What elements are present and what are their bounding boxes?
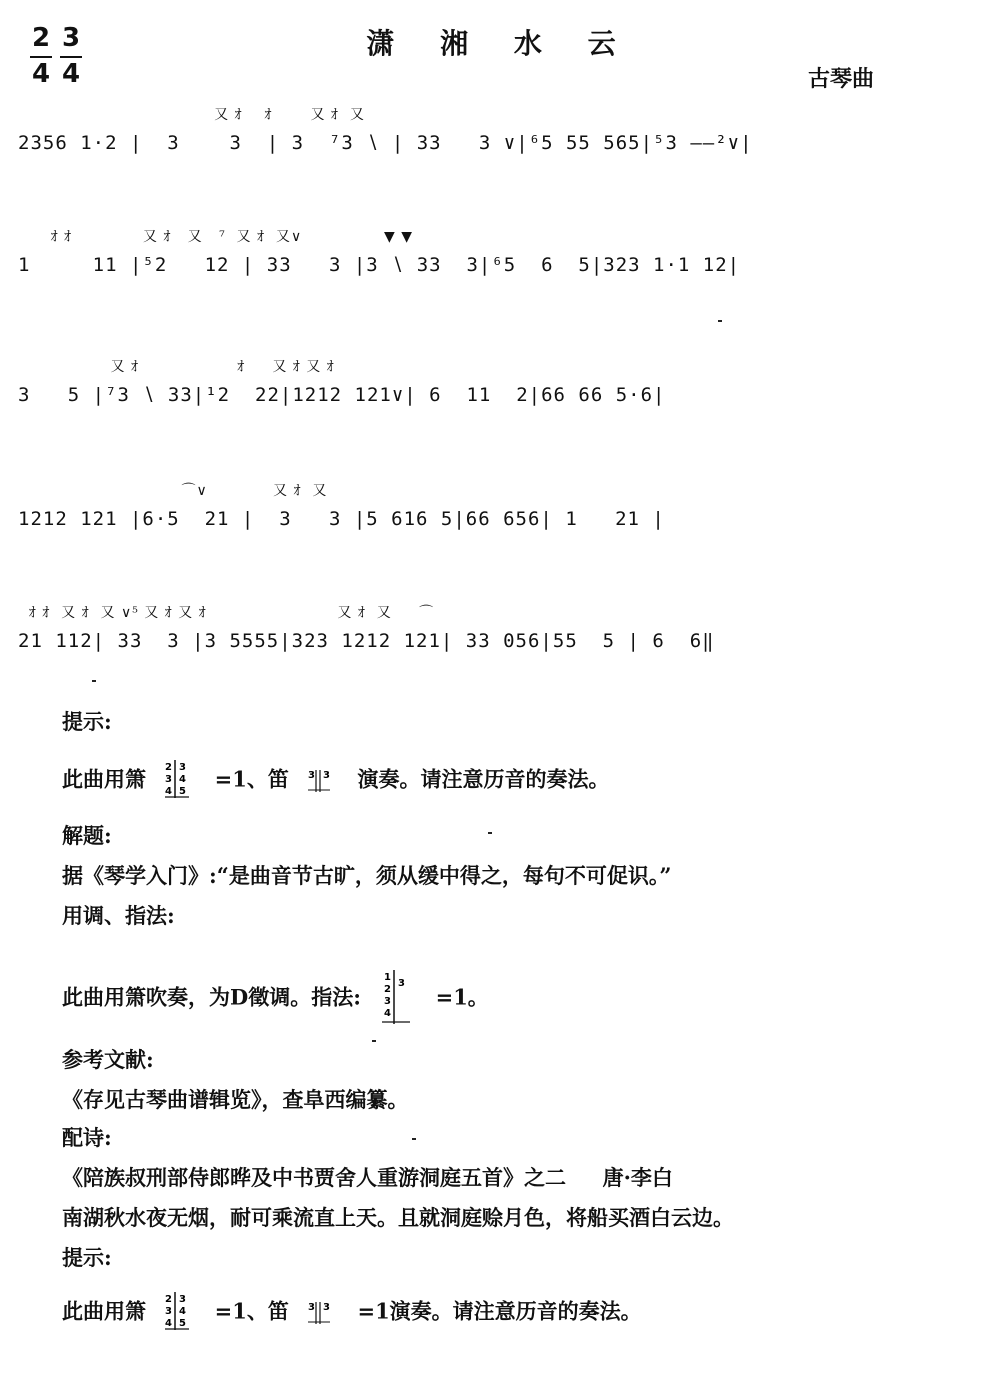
poem-text: 南湖秋水夜无烟，耐可乘流直上天。且就洞庭赊月色，将船买酒白云边。 — [62, 1205, 734, 1230]
svg-text:3: 3 — [165, 1306, 173, 1317]
svg-text:3: 3 — [323, 1302, 331, 1313]
hint2-line — [62, 1290, 642, 1336]
svg-text:5: 5 — [179, 786, 187, 797]
hint2-heading: 提示: — [62, 1245, 112, 1270]
score-row-4 — [18, 480, 978, 544]
xiao-fingering-icon — [163, 758, 193, 804]
articulation-marks: 又 ｵ ｵ 又 ｵ 又 — [18, 107, 502, 123]
svg-text:4: 4 — [179, 1306, 187, 1317]
notation-line: 2356 1·2 | 3 3 | 3 ⁷3 ∖ | 33 3 ∨|⁶5 55 565|⁵3 ——²∨| — [18, 132, 753, 154]
svg-text:3: 3 — [384, 996, 392, 1007]
scan-speckle — [92, 680, 96, 682]
yongdiao-line — [62, 968, 489, 1030]
notation-line: 1212 121 |6·5 21 | 3 3 |5 616 5|66 656| 1 21 | — [18, 508, 665, 530]
ref-heading: 参考文献: — [62, 1047, 154, 1072]
svg-text:4: 4 — [384, 1008, 392, 1019]
svg-text:2: 2 — [384, 984, 392, 995]
hint2-mid: =1、笛 — [214, 1298, 289, 1324]
poem-heading: 配诗: — [62, 1125, 112, 1150]
svg-text:3: 3 — [179, 762, 187, 773]
hint2-suffix: =1演奏。请注意历音的奏法。 — [357, 1298, 642, 1324]
hint1-prefix: 此曲用箫 — [62, 766, 146, 792]
scan-speckle — [412, 1138, 416, 1140]
articulation-marks: ｵ ｵ 又 ｵ 又 ∨⁵ 又 ｵ 又 ｵ 又 ｵ 又 ⌒ — [18, 605, 489, 621]
svg-text:1: 1 — [384, 972, 392, 983]
scan-speckle — [488, 832, 492, 834]
notation-line: 21 112| 33 3 |3 5555|323 1212 121| 33 056|55 5 | 6 6‖ — [18, 630, 715, 652]
svg-text:4: 4 — [179, 774, 187, 785]
yongdiao-heading: 用调、指法: — [62, 903, 175, 928]
svg-text:4: 4 — [165, 786, 173, 797]
xiao-fingering-icon — [163, 1290, 193, 1336]
poem-title: 《陪族叔刑部侍郎晔及中书贾舍人重游洞庭五首》之二 — [62, 1165, 566, 1190]
poem-author: 唐·李白 — [602, 1165, 673, 1190]
svg-text:2: 2 — [165, 1294, 173, 1305]
yongdiao-fingering-icon — [378, 968, 414, 1030]
time-signature-2-denominator: 4 — [61, 59, 81, 89]
svg-text:2: 2 — [165, 762, 173, 773]
notation-line: 3 5 |⁷3 ∖ 33|¹2 22|1212 121∨| 6 11 2|66 66 5·6| — [18, 384, 666, 406]
score-row-3 — [18, 356, 978, 420]
ref-text: 《存见古琴曲谱辑览》，查阜西编纂。 — [62, 1087, 409, 1112]
svg-text:3: 3 — [308, 770, 316, 781]
articulation-marks: ｵ ｵ 又 ｵ 又 ⁷ 又 ｵ 又∨ ▼ ▼ — [18, 229, 457, 245]
time-signature-2-numerator: 3 — [61, 23, 81, 53]
yongdiao-suffix: =1。 — [435, 984, 489, 1010]
svg-text:3: 3 — [398, 978, 406, 989]
hint1-mid: =1、笛 — [214, 766, 289, 792]
hint1-heading: 提示: — [62, 709, 112, 734]
page-title: 潇 湘 水 云 — [366, 27, 634, 60]
svg-text:4: 4 — [165, 1318, 173, 1329]
hint1-suffix: 演奏。请注意历音的奏法。 — [357, 766, 610, 792]
time-signature-1-numerator: 2 — [31, 23, 51, 53]
jieti-heading: 解题: — [62, 823, 112, 848]
score-row-5 — [18, 602, 978, 666]
scan-speckle — [718, 320, 722, 322]
svg-text:3: 3 — [323, 770, 331, 781]
svg-text:3: 3 — [165, 774, 173, 785]
hint2-prefix: 此曲用箫 — [62, 1298, 146, 1324]
time-signature-1-denominator: 4 — [31, 59, 51, 89]
svg-text:3: 3 — [308, 1302, 316, 1313]
di-fingering-icon — [306, 766, 336, 796]
score-row-1 — [18, 104, 978, 168]
scan-speckle — [372, 1040, 376, 1042]
yongdiao-prefix: 此曲用箫吹奏，为D徵调。指法: — [62, 984, 361, 1010]
notation-line: 1 11 |⁵2 12 | 33 3 |3 ∖ 33 3|⁶5 6 5|323 1·1 12| — [18, 254, 741, 276]
svg-text:3: 3 — [179, 1294, 187, 1305]
poem-title-line — [62, 1162, 673, 1192]
articulation-marks: ⌒∨ 又 ｵ 又 — [18, 483, 448, 499]
jieti-text: 据《琴学入门》:“是曲音节古旷，须从缓中得之，每句不可促识。” — [62, 863, 672, 888]
composer-label: 古琴曲 — [808, 67, 875, 92]
di-fingering-icon — [306, 1298, 336, 1328]
score-row-2 — [18, 226, 978, 290]
hint1-line — [62, 758, 609, 804]
articulation-marks: 又 ｵ ｵ 又 ｵ 又 ｵ — [18, 359, 439, 375]
svg-text:5: 5 — [179, 1318, 187, 1329]
